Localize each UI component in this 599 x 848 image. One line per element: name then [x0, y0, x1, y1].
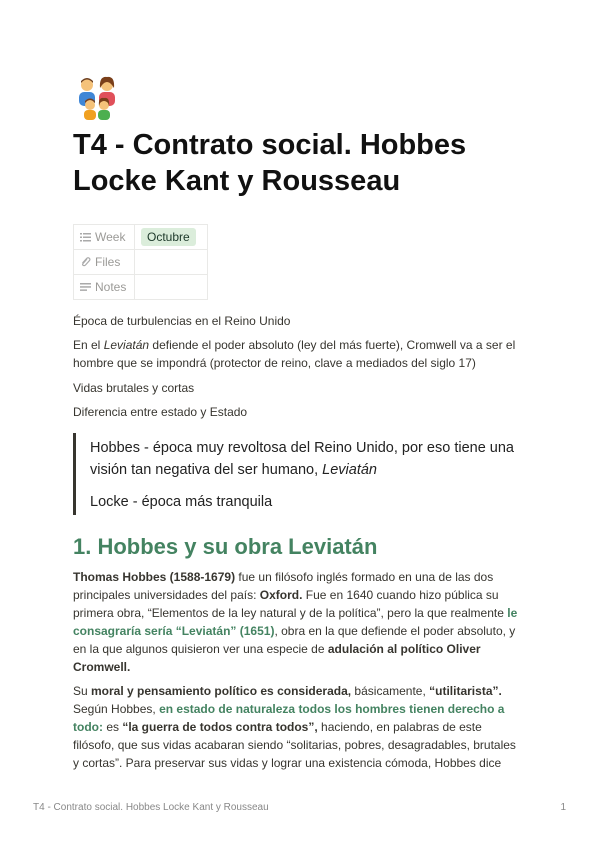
paragraph — [73, 568, 525, 676]
property-key — [74, 275, 135, 300]
property-value[interactable] — [135, 275, 208, 300]
bold-text: moral y pensamiento político es considerada, — [91, 684, 352, 698]
quote-line: Locke - época más tranquila — [90, 494, 273, 510]
text-run: es — [102, 720, 123, 734]
section-heading: 1. Hobbes y su obra Leviatán — [73, 534, 378, 559]
text-run: En el — [73, 338, 104, 352]
quote-line — [90, 437, 525, 481]
page-number: 1 — [560, 802, 566, 813]
highlight-text: en estado de naturaleza todos los hombres tienen derecho a todo: — [73, 702, 505, 734]
paragraph: Vidas brutales y cortas — [73, 381, 195, 395]
text-run: básicamente, — [351, 684, 430, 698]
paragraph: Diferencia entre estado y Estado — [73, 405, 248, 419]
family-icon — [73, 76, 123, 120]
footer-title: T4 - Contrato social. Hobbes Locke Kant y Rousseau — [33, 802, 269, 813]
bold-text: Oxford. — [259, 588, 303, 602]
emphasis-text: Leviatán — [103, 338, 150, 352]
text-run: Su — [73, 684, 92, 698]
property-key — [74, 250, 135, 275]
property-value[interactable] — [135, 250, 208, 275]
paragraph — [73, 336, 525, 372]
property-key-label: Week — [95, 230, 126, 244]
property-key-label: Files — [95, 255, 121, 269]
page-title: T4 - Contrato social. Hobbes Locke Kant y Rousseau — [73, 129, 467, 197]
bold-text: “la guerra de todos contra todos”, — [122, 720, 318, 734]
property-row-files — [74, 250, 208, 275]
text-run: , obra en la que defiende el poder absoluto, y en la que algunos quisieron ver una especie de — [73, 624, 516, 656]
blockquote — [73, 433, 525, 515]
emphasis-text: Leviatán — [322, 462, 377, 478]
property-value[interactable] — [135, 225, 208, 250]
properties-table — [73, 224, 208, 300]
week-tag[interactable]: Octubre — [141, 228, 196, 246]
text-run: haciendo, en palabras de este filósofo, que sus vidas acabaran siendo “solitarias, pobres, desagradables, brutales y cortas”. Para preservar sus vidas y lograr una existencia cómoda, Hobbes dice — [73, 720, 516, 770]
property-row-notes — [74, 275, 208, 300]
list-icon — [80, 232, 91, 242]
paragraph: Época de turbulencias en el Reino Unido — [73, 314, 291, 328]
text-lines-icon — [80, 282, 91, 292]
text-run: Hobbes - época muy revoltosa del Reino Unido, por eso tiene una visión tan negativa del ser humano, — [90, 440, 514, 478]
paperclip-icon — [80, 257, 91, 267]
text-run: fue un filósofo inglés formado en una de las dos principales universidades del país: — [73, 570, 494, 602]
bold-text: Thomas Hobbes (1588-1679) — [73, 570, 236, 584]
highlight-text: le consagraría sería “Leviatán” (1651) — [73, 606, 518, 638]
text-run: Fue en 1640 cuando hizo pública su primera obra, “Elementos de la ley natural y de la política”, pero la que realmente — [73, 588, 508, 620]
property-key-label: Notes — [95, 280, 127, 294]
page-footer — [33, 802, 566, 813]
text-run: Según Hobbes, — [73, 702, 160, 716]
text-run: defiende el poder absoluto (ley del más fuerte), Cromwell va a ser el hombre que se impondrá (protector de reino, clave a mediados del siglo 17) — [73, 338, 516, 370]
bold-text: adulación al político Oliver Cromwell. — [73, 642, 481, 674]
property-key — [74, 225, 135, 250]
paragraph — [73, 682, 525, 772]
bold-text: “utilitarista”. — [429, 684, 502, 698]
property-row-week — [74, 225, 208, 250]
